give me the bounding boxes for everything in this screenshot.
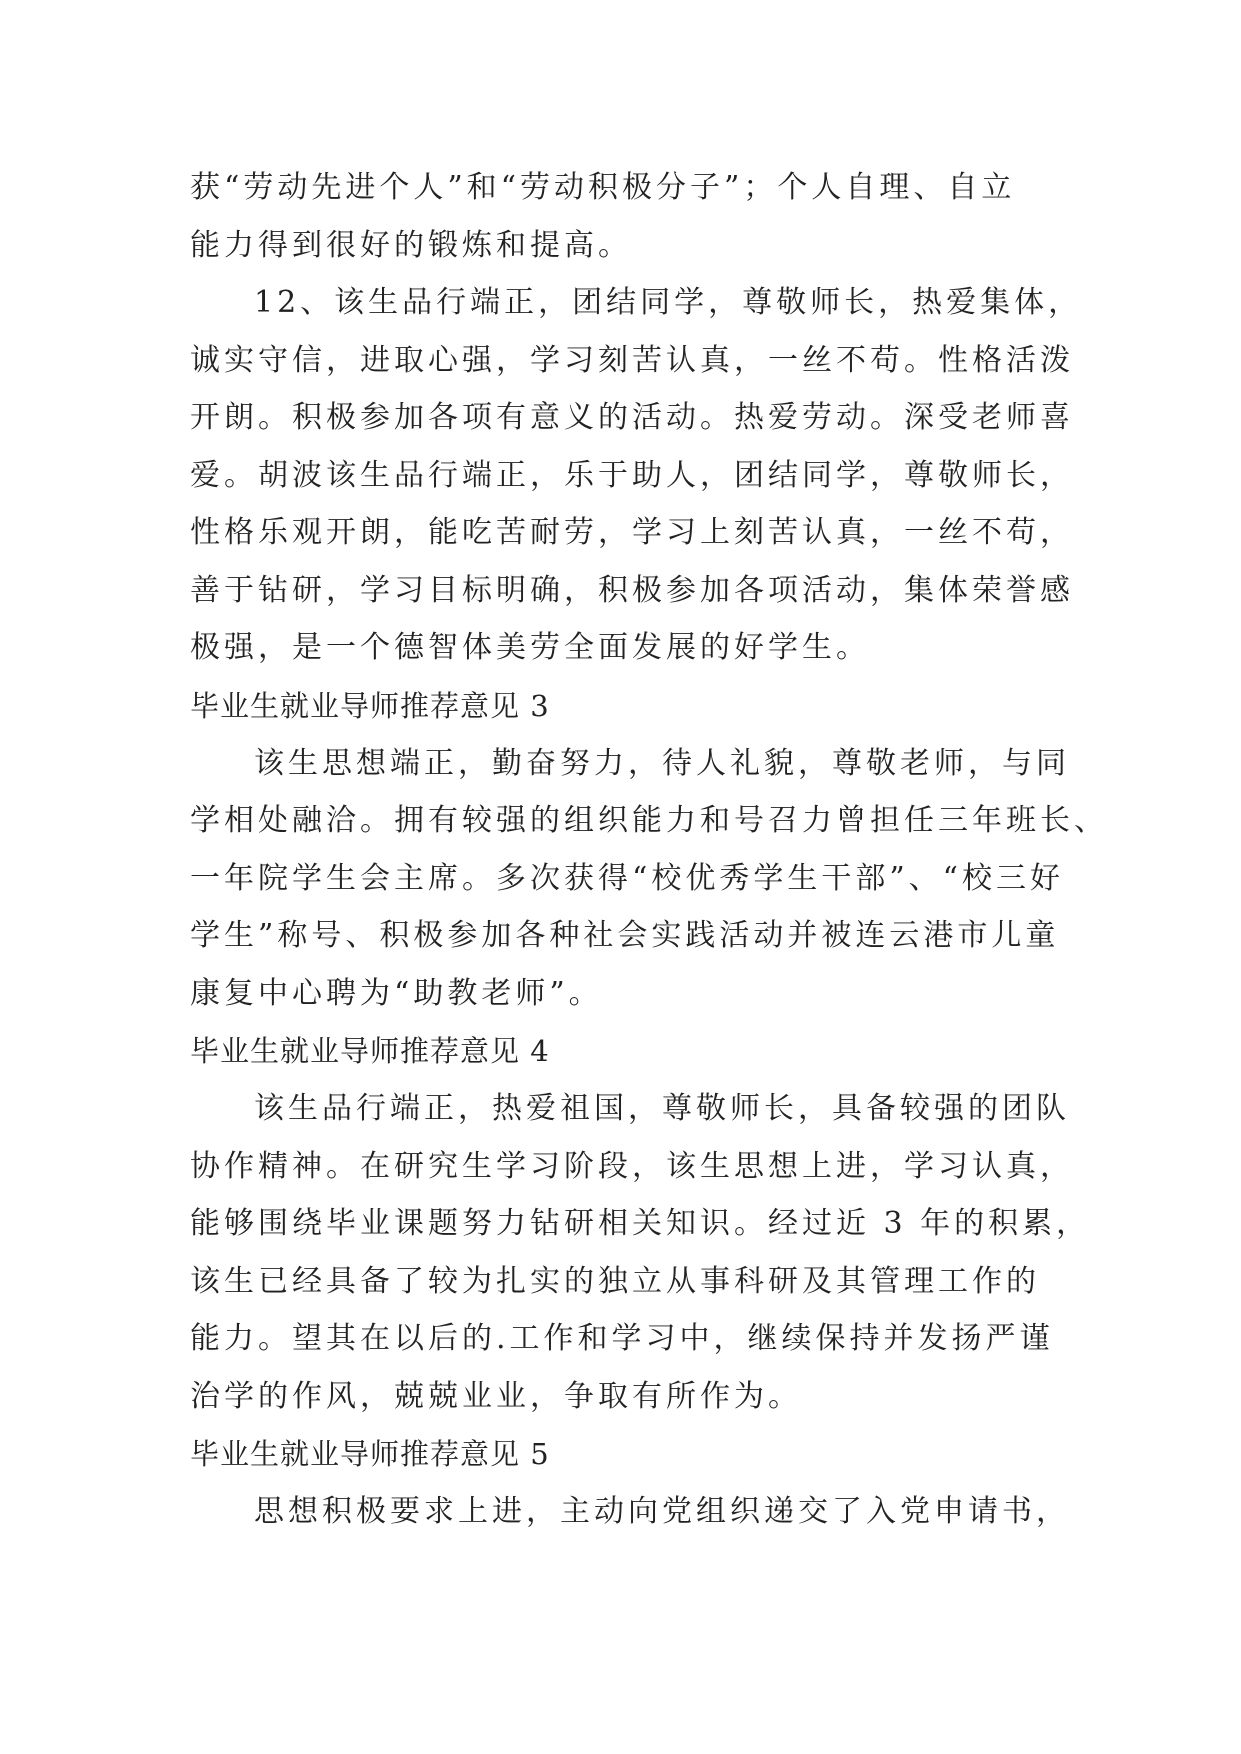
text-line: 协作精神。在研究生学习阶段，该生思想上进，学习认真，	[190, 1148, 1074, 1184]
paragraph	[190, 274, 1083, 677]
text-line: 一年院学生会主席。多次获得“校优秀学生干部”、“校三好	[190, 860, 1065, 896]
text-line: 善于钻研，学习目标明确，积极参加各项活动，集体荣誉感	[190, 572, 1074, 608]
text-line: 该生已经具备了较为扎实的独立从事科研及其管理工作的	[190, 1263, 1040, 1299]
section-heading: 毕业生就业导师推荐意见 4	[190, 1034, 550, 1068]
text-line: 康复中心聘为“助教老师”。	[190, 975, 603, 1011]
paragraph	[190, 1080, 1091, 1425]
text-line: 该生思想端正，勤奋努力，待人礼貌，尊敬老师，与同	[254, 745, 1070, 781]
text-line: 学相处融洽。拥有较强的组织能力和号召力曾担任三年班长、	[190, 803, 1108, 838]
document-body	[190, 159, 1108, 1541]
text-line: 能力得到很好的锻炼和提高。	[190, 227, 632, 263]
text-line: 能力。望其在以后的.工作和学习中，继续保持并发扬严谨	[190, 1321, 1054, 1356]
section-heading: 毕业生就业导师推荐意见 3	[190, 688, 550, 723]
text-line: 思想积极要求上进，主动向党组织递交了入党申请书，	[254, 1494, 1070, 1529]
text-line: 开朗。积极参加各项有意义的活动。热爱劳动。深受老师喜	[190, 400, 1074, 435]
text-line: 学生”称号、积极参加各种社会实践活动并被连云港市儿童	[190, 918, 1060, 953]
paragraph	[190, 159, 1060, 274]
text-line: 获“劳动先进个人”和“劳动积极分子”；个人自理、自立	[190, 170, 1016, 205]
section-heading: 毕业生就业导师推荐意见 5	[190, 1437, 550, 1471]
text-line: 性格乐观开朗，能吃苦耐劳，学习上刻苦认真，一丝不苟，	[190, 515, 1074, 550]
text-line: 该生品行端正，热爱祖国，尊敬师长，具备较强的团队	[254, 1091, 1070, 1126]
text-line: 爱。胡波该生品行端正，乐于助人，团结同学，尊敬师长，	[190, 457, 1074, 493]
text-line: 诚实守信，进取心强，学习刻苦认真，一丝不苟。性格活泼	[190, 342, 1074, 378]
paragraph	[190, 735, 1108, 1023]
paragraph	[190, 1483, 1070, 1541]
text-line: 治学的作风，兢兢业业，争取有所作为。	[190, 1378, 802, 1414]
text-line: 能够围绕毕业课题努力钻研相关知识。经过近 3 年的积累，	[190, 1206, 1091, 1241]
text-line: 12、该生品行端正，团结同学，尊敬师长，热爱集体，	[254, 285, 1083, 320]
text-line: 极强，是一个德智体美劳全面发展的好学生。	[190, 630, 870, 665]
